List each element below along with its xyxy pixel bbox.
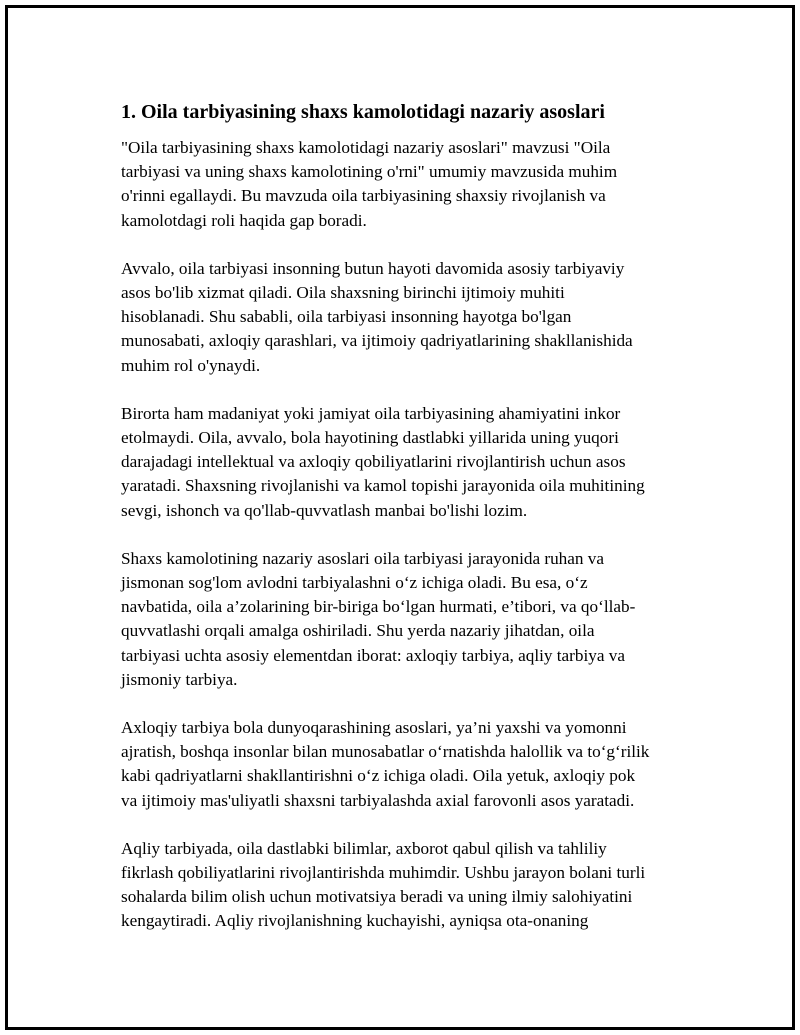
text-line: o'rinni egallaydi. Bu mavzuda oila tarbiyasining shaxsiy rivojlanish va <box>121 186 606 206</box>
text-line: tarbiyasi va uning shaxs kamolotining o'rni" umumiy mavzusida muhim <box>121 162 618 182</box>
text-line: etolmaydi. Oila, avvalo, bola hayotining dastlabki yillarida uning yuqori <box>121 428 619 448</box>
text-line: darajadagi intellektual va axloqiy qobiliyatlarini rivojlantirish uchun asos <box>121 452 626 472</box>
text-line: munosabati, axloqiy qarashlari, va ijtimoiy qadriyatlarining shakllanishida <box>121 331 633 351</box>
section-heading: 1. Oila tarbiyasining shaxs kamolotidagi nazariy asoslari <box>121 101 605 123</box>
text-line: hisoblanadi. Shu sababli, oila tarbiyasi insonning hayotga bo'lgan <box>121 307 572 327</box>
paragraph-1 <box>121 136 681 233</box>
text-line: Aqliy tarbiyada, oila dastlabki bilimlar, axborot qabul qilish va tahliliy <box>121 838 607 858</box>
text-line: sevgi, ishonch va qo'llab-quvvatlash manbai bo'lishi lozim. <box>121 500 528 520</box>
paragraph-2 <box>121 257 681 378</box>
text-line: kengaytiradi. Aqliy rivojlanishning kuchayishi, ayniqsa ota-onaning <box>121 911 589 931</box>
text-line: kamolotdagi roli haqida gap boradi. <box>121 210 367 230</box>
text-line: Axloqiy tarbiya bola dunyoqarashining asoslari, ya’ni yaxshi va yomonni <box>121 718 627 738</box>
text-line: muhim rol o'ynaydi. <box>121 355 261 375</box>
text-line: Birorta ham madaniyat yoki jamiyat oila tarbiyasining ahamiyatini inkor <box>121 403 621 423</box>
text-line: ajratish, boshqa insonlar bilan munosabatlar o‘rnatishda halollik va to‘g‘rilik <box>121 742 650 762</box>
text-line: navbatida, oila a’zolarining bir-biriga bo‘lgan hurmati, e’tibori, va qo‘llab- <box>121 597 636 617</box>
text-line: asos bo'lib xizmat qiladi. Oila shaxsning birinchi ijtimoiy muhiti <box>121 283 565 303</box>
text-line: fikrlash qobiliyatlarini rivojlantirishda muhimdir. Ushbu jarayon bolani turli <box>121 863 646 883</box>
document-body <box>121 100 681 958</box>
paragraph-4 <box>121 547 681 692</box>
paragraph-3 <box>121 402 681 523</box>
text-line: kabi qadriyatlarni shakllantirishni o‘z ichiga oladi. Oila yetuk, axloqiy pok <box>121 766 636 786</box>
text-line: Avvalo, oila tarbiyasi insonning butun hayoti davomida asosiy tarbiyaviy <box>121 258 625 278</box>
text-line: jismonan sog'lom avlodni tarbiyalashni o‘z ichiga oladi. Bu esa, o‘z <box>121 573 588 593</box>
paragraph-6 <box>121 837 681 934</box>
text-line: "Oila tarbiyasining shaxs kamolotidagi nazariy asoslari" mavzusi "Oila <box>121 138 611 157</box>
text-line: va ijtimoiy mas'uliyatli shaxsni tarbiyalashda axial farovonli asos yaratadi. <box>121 790 635 810</box>
page-frame <box>5 5 795 1030</box>
text-line: Shaxs kamolotining nazariy asoslari oila tarbiyasi jarayonida ruhan va <box>121 548 605 568</box>
text-line: yaratadi. Shaxsning rivojlanishi va kamol topishi jarayonida oila muhitining <box>121 476 645 496</box>
text-line: jismoniy tarbiya. <box>121 669 238 689</box>
text-line: quvvatlashi orqali amalga oshiriladi. Shu yerda nazariy jihatdan, oila <box>121 621 595 641</box>
paragraph-5 <box>121 716 681 813</box>
text-line: sohalarda bilim olish uchun motivatsiya beradi va uning ilmiy salohiyatini <box>121 887 633 907</box>
text-line: tarbiyasi uchta asosiy elementdan iborat: axloqiy tarbiya, aqliy tarbiya va <box>121 645 626 665</box>
